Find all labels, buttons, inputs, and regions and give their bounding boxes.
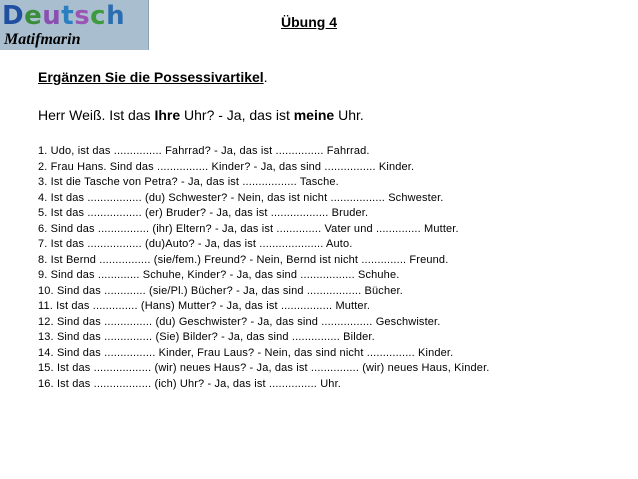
logo-letter: u — [42, 1, 62, 31]
exercise-item: 15. Ist das .................. (wir) neues Haus? - Ja, das ist ............... (wir) neues Haus, Kinder. — [38, 362, 490, 374]
instruction-text: Ergänzen Sie die Possessivartikel — [38, 69, 264, 85]
instruction — [38, 69, 268, 85]
logo-letter: h — [106, 1, 126, 31]
logo-letter: t — [61, 1, 75, 31]
logo-letter: D — [2, 1, 25, 31]
exercise-list — [38, 144, 489, 392]
exercise-item: 14. Sind das ................ Kinder, Frau Laus? - Nein, das sind nicht ............... Kinder. — [38, 346, 454, 359]
logo — [0, 0, 149, 50]
logo-letter: e — [24, 1, 43, 31]
example-part-1: Herr Weiß. Ist das — [38, 107, 155, 123]
example-bold-1: Ihre — [154, 107, 181, 123]
exercise-item: 7. Ist das ................. (du)Auto? - Ja, das ist .................... Auto. — [38, 238, 353, 250]
exercise-item: 9. Sind das ............. Schuhe, Kinder? - Ja, das sind ................. Schuhe. — [38, 269, 400, 281]
example-part-3: Uhr. — [334, 107, 364, 123]
logo-letter: s — [74, 1, 91, 31]
exercise-item: 3. Ist die Tasche von Petra? - Ja, das ist ................. Tasche. — [38, 176, 339, 188]
exercise-item: 16. Ist das .................. (ich) Uhr? - Ja, das ist ............... Uhr. — [38, 377, 341, 390]
exercise-item: 8. Ist Bernd ................ (sie/fem.) Freund? - Nein, Bernd ist nicht .............. Freund. — [38, 253, 449, 266]
logo-subtitle: Matifmarin — [4, 31, 81, 48]
example-bold-2: meine — [293, 107, 335, 123]
logo-letter: c — [90, 1, 107, 31]
exercise-item: 1. Udo, ist das ............... Fahrrad? - Ja, das ist ............... Fahrrad. — [38, 145, 370, 157]
logo-word — [2, 1, 125, 31]
exercise-item: 12. Sind das ............... (du) Geschwister? - Ja, das sind ................ Geschwister. — [38, 315, 441, 328]
exercise-item: 11. Ist das .............. (Hans) Mutter? - Ja, das ist ................ Mutter. — [38, 300, 371, 312]
page-title: Übung 4 — [281, 14, 337, 30]
exercise-item: 5. Ist das ................. (er) Bruder? - Ja, das ist .................. Bruder. — [38, 207, 369, 219]
example-part-2: Uhr? - Ja, das ist — [180, 107, 294, 123]
exercise-item: 2. Frau Hans. Sind das ................ Kinder? - Ja, das sind ................ Kinder. — [38, 160, 415, 173]
exercise-item: 6. Sind das ................ (ihr) Eltern? - Ja, das ist .............. Vater und .............. Mutter. — [38, 222, 459, 235]
example-sentence — [38, 107, 364, 123]
instruction-period: . — [263, 69, 268, 85]
exercise-item: 10. Sind das ............. (sie/Pl.) Bücher? - Ja, das sind ................. Bücher. — [38, 284, 403, 297]
exercise-item: 4. Ist das ................. (du) Schwester? - Nein, das ist nicht ................. Schwester. — [38, 191, 444, 204]
exercise-item: 13. Sind das ............... (Sie) Bilder? - Ja, das sind ............... Bilder. — [38, 331, 375, 343]
